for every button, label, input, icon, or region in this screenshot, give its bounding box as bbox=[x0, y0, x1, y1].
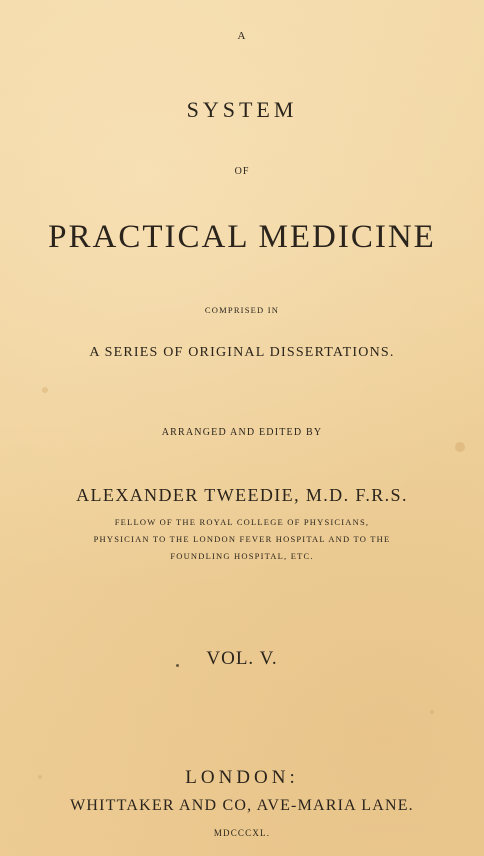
title-of: OF bbox=[234, 166, 250, 177]
author-credential-3: FOUNDLING HOSPITAL, ETC. bbox=[170, 551, 314, 561]
publication-year: MDCCCXL. bbox=[213, 828, 271, 838]
title-practical-medicine: PRACTICAL MEDICINE bbox=[48, 219, 436, 255]
title-article: A bbox=[237, 30, 247, 42]
author-name: ALEXANDER TWEEDIE, M.D. F.R.S. bbox=[76, 485, 408, 505]
publisher: WHITTAKER AND CO, AVE-MARIA LANE. bbox=[70, 797, 414, 814]
arranged-by: ARRANGED AND EDITED BY bbox=[161, 427, 323, 438]
subtitle: A SERIES OF ORIGINAL DISSERTATIONS. bbox=[89, 345, 395, 360]
paper-stain bbox=[455, 442, 465, 452]
author-credential-1: FELLOW OF THE ROYAL COLLEGE OF PHYSICIANS, bbox=[114, 517, 370, 527]
publication-place: LONDON: bbox=[185, 767, 299, 788]
author-credential-2: PHYSICIAN TO THE LONDON FEVER HOSPITAL AND TO THE bbox=[93, 534, 391, 544]
title-system: SYSTEM bbox=[186, 97, 298, 122]
volume-number: VOL. V. bbox=[206, 648, 278, 669]
comprised-in: COMPRISED IN bbox=[204, 305, 280, 315]
paper-stain bbox=[42, 387, 48, 393]
paper-stain bbox=[430, 710, 434, 714]
